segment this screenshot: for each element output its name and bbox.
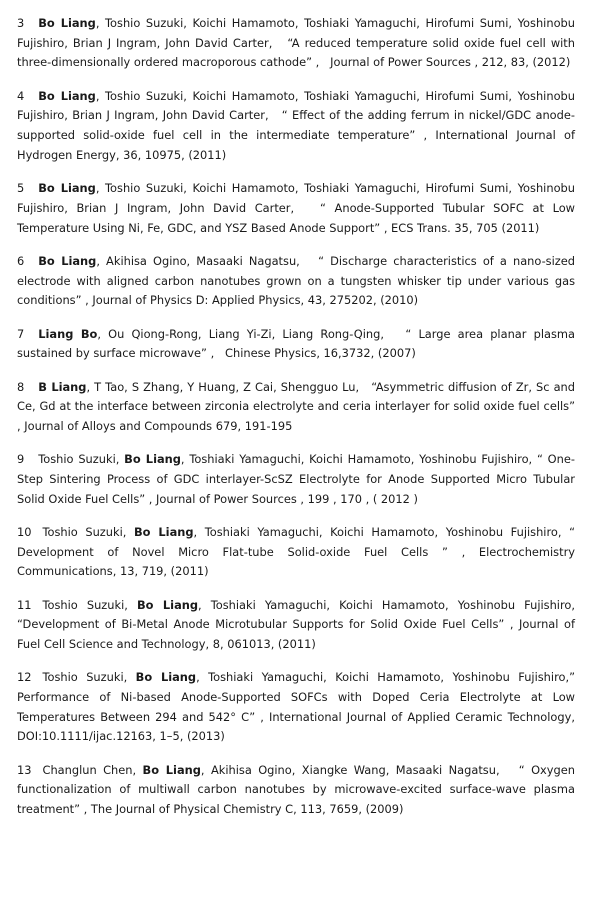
reference-authors-before: Toshio Suzuki, [42, 597, 137, 612]
reference-citation: , Toshiaki Yamaguchi, Koichi Hamamoto, Yoshinobu Fujishiro, “ Development of Novel Micro Flat-tube Solid-oxide Fuel Cells ” , Electrochemistry Communications, 13, 719, (2011) [17, 524, 575, 579]
reference-item [17, 450, 575, 509]
highlighted-author: Bo Liang [142, 762, 201, 777]
reference-citation: , Toshio Suzuki, Koichi Hamamoto, Toshiaki Yamaguchi, Hirofumi Sumi, Yoshinobu Fujishiro, Brian J Ingram, John David Carter, “ Effect of the adding ferrum in nickel/GDC anode-supported solid-oxide fuel cell in the intermediate temperature” , International Journal of Hydrogen Energy, 36, 10975, (2011) [17, 88, 575, 162]
reference-citation: , Akihisa Ogino, Xiangke Wang, Masaaki Nagatsu, “ Oxygen functionalization of multiwall carbon nanotubes by microwave-excited surface-wave plasma treatment” , The Journal of Physical Chemistry C, 113, 7659, (2009) [17, 762, 575, 817]
highlighted-author: Bo Liang [135, 670, 197, 685]
reference-number: 12 [17, 670, 32, 685]
reference-item [17, 179, 575, 238]
reference-item [17, 523, 575, 582]
highlighted-author: B Liang [38, 379, 87, 394]
reference-citation: , T Tao, S Zhang, Y Huang, Z Cai, Shengguo Lu, “Asymmetric diffusion of Zr, Sc and Ce, Gd at the interface between zirconia electrolyte and ceria interlayer for solid oxide fuel cells” , Journal of Alloys and Compounds 679, 191-195 [17, 379, 575, 433]
reference-authors-before: Toshio Suzuki, [38, 452, 125, 467]
reference-number: 11 [17, 597, 32, 612]
reference-authors-before: Toshio Suzuki, [42, 670, 136, 685]
reference-item [17, 761, 575, 820]
reference-citation: , Toshio Suzuki, Koichi Hamamoto, Toshiaki Yamaguchi, Hirofumi Sumi, Yoshinobu Fujishiro, Brian J Ingram, John David Carter, “A reduced temperature solid oxide fuel cell with three-dimensionally ordered macroporous cathode” , Journal of Power Sources , 212, 83, (2012) [17, 16, 575, 70]
reference-citation: , Toshiaki Yamaguchi, Koichi Hamamoto, Yoshinobu Fujishiro, “Development of Bi-Metal Anode Microtubular Supports for Solid Oxide Fuel Cells” , Journal of Fuel Cell Science and Technology, 8, 061013, (2011) [17, 597, 575, 652]
reference-number: 8 [17, 379, 25, 394]
reference-authors-before: Toshio Suzuki, [42, 524, 134, 539]
reference-number: 5 [17, 181, 25, 196]
highlighted-author: Bo Liang [133, 524, 194, 539]
reference-item [17, 325, 575, 364]
highlighted-author: Liang Bo [38, 326, 98, 341]
reference-item [17, 14, 575, 73]
reference-citation: , Akihisa Ogino, Masaaki Nagatsu, “ Discharge characteristics of a nano-sized electrode with aligned carbon nanotubes grown on a tungsten whisker tip under various gas conditions” , Journal of Physics D: Applied Physics, 43, 275202, (2010) [17, 253, 576, 308]
reference-number: 3 [17, 16, 25, 30]
reference-number: 4 [17, 88, 25, 103]
highlighted-author: Bo Liang [38, 88, 96, 103]
reference-citation: , Ou Qiong-Rong, Liang Yi-Zi, Liang Rong-Qing, “ Large area planar plasma sustained by surface microwave” , Chinese Physics, 16,3732, (2007) [17, 326, 575, 361]
reference-item [17, 596, 575, 655]
reference-citation: , Toshio Suzuki, Koichi Hamamoto, Toshiaki Yamaguchi, Hirofumi Sumi, Yoshinobu Fujishiro, Brian J Ingram, John David Carter, “ Anode-Supported Tubular SOFC at Low Temperature Using Ni, Fe, GDC, and YSZ Based Anode Support” , ECS Trans. 35, 705 (2011) [17, 181, 575, 235]
reference-citation: , Toshiaki Yamaguchi, Koichi Hamamoto, Yoshinobu Fujishiro,” Performance of Ni-based Anode-Supported SOFCs with Doped Ceria Electrolyte at Low Temperatures Between 294 and 542° C” , International Journal of Applied Ceramic Technology, DOI:10.1111/ijac.12163, 1–5, (2013) [17, 670, 575, 744]
reference-number: 13 [17, 762, 32, 777]
highlighted-author: Bo Liang [38, 181, 96, 196]
reference-item [17, 378, 575, 437]
reference-item [17, 252, 575, 311]
highlighted-author: Bo Liang [124, 452, 181, 467]
highlighted-author: Bo Liang [38, 16, 96, 30]
reference-number: 6 [17, 253, 25, 268]
reference-number: 7 [17, 326, 25, 341]
reference-item [17, 87, 575, 166]
reference-authors-before: Changlun Chen, [42, 762, 143, 777]
reference-item [17, 668, 575, 747]
highlighted-author: Bo Liang [136, 597, 199, 612]
reference-number: 10 [17, 524, 32, 539]
highlighted-author: Bo Liang [38, 253, 97, 268]
reference-number: 9 [17, 452, 25, 467]
reference-citation: , Toshiaki Yamaguchi, Koichi Hamamoto, Yoshinobu Fujishiro, “ One-Step Sintering Process of GDC interlayer-ScSZ Electrolyte for Anode Supported Micro Tubular Solid Oxide Fuel Cells” , Journal of Power Sources , 199 , 170 , ( 2012 ) [17, 452, 575, 506]
